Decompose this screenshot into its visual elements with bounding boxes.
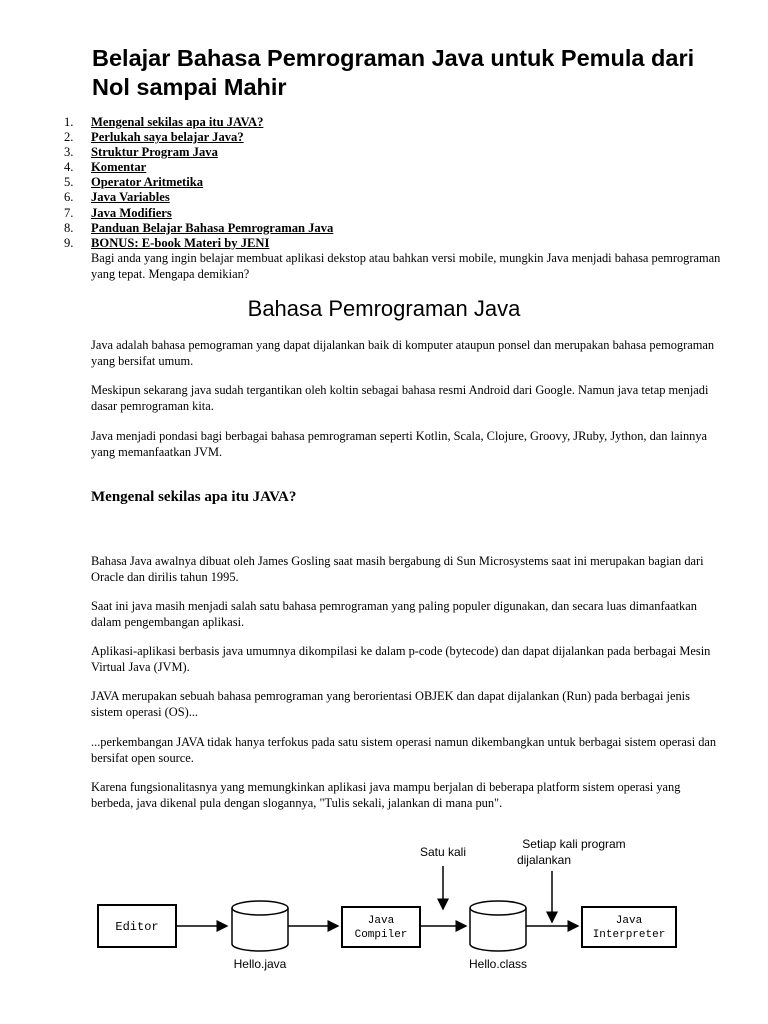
toc-item: 4. Komentar [64,160,147,175]
toc-link-komentar[interactable]: Komentar [91,160,147,175]
file-label-hello-class: Hello.class [468,957,528,971]
toc-link-mengenal-java[interactable]: Mengenal sekilas apa itu JAVA? [91,115,264,129]
toc-item: 9. BONUS: E-book Materi by JENI [64,235,270,250]
compiler-box [342,907,420,947]
editor-label: Editor [115,920,159,934]
paragraph: Java menjadi pondasi bagi berbagai bahasa pemrograman seperti Kotlin, Scala, Clojure, Groovy, JRuby, Jython, dan lainnya yang memanfaatkan JVM. [91,429,708,459]
toc-item: 1. Mengenal sekilas apa itu JAVA? [64,115,264,129]
toc-link-panduan-belajar[interactable]: Panduan Belajar Bahasa Pemrograman Java [91,220,334,235]
toc-link-operator-aritmetika[interactable]: Operator Aritmetika [91,175,204,190]
java-compilation-diagram [92,826,692,981]
toc-item: 8. Panduan Belajar Bahasa Pemrograman Java [64,220,334,235]
section-heading-mengenal-java: Mengenal sekilas apa itu JAVA? [91,489,297,505]
toc-link-perlukah-belajar[interactable]: Perlukah saya belajar Java? [91,130,244,145]
document-title: Belajar Bahasa Pemrograman Java untuk Pemula dari Nol sampai Mahir [92,45,695,100]
paragraph: Karena fungsionalitasnya yang memungkinkan aplikasi java mampu berjalan di beberapa platform sistem operasi yang berbeda, java dikenal pula dengan slogannya, "Tulis sekali, jalankan di mana pun". [91,780,681,810]
toc-link-java-modifiers[interactable]: Java Modifiers [91,205,172,220]
paragraph: Aplikasi-aplikasi berbasis java umumnya dikompilasi ke dalam p-code (bytecode) dan dapat dijalankan pada berbagai Mesin Virtual Java (JVM). [91,644,711,674]
paragraph: Java adalah bahasa pemograman yang dapat dijalankan baik di komputer ataupun ponsel dan merupakan bahasa pemograman yang bersifat umum. [91,338,715,368]
paragraph: Bahasa Java awalnya dibuat oleh James Gosling saat masih bergabung di Sun Microsystems saat ini merupakan bagian dari Oracle dan dirilis tahun 1995. [91,554,704,584]
toc-item: 5. Operator Aritmetika [64,175,204,190]
paragraph: JAVA merupakan sebuah bahasa pemrograman yang berorientasi OBJEK dan dapat dijalankan (Run) pada berbagai jenis sistem operasi (OS)... [91,689,690,719]
section-heading-bahasa-java: Bahasa Pemrograman Java [247,296,521,321]
toc-link-bonus-ebook[interactable]: BONUS: E-book Materi by JENI [91,235,270,250]
table-of-contents [64,115,724,251]
note-setiap-kali-line2: dijalankan [516,853,572,867]
toc-link-struktur-program[interactable]: Struktur Program Java [91,145,218,160]
intro-paragraph: Bagi anda yang ingin belajar membuat aplikasi dekstop atau bahkan versi mobile, mungkin Java menjadi bahasa pemrograman yang tepat. Mengapa demikian? [91,251,721,281]
interpreter-label-line2: Interpreter [592,929,666,941]
hello-java-cylinder [232,901,288,951]
toc-item: 7. Java Modifiers [64,205,172,220]
toc-item: 2. Perlukah saya belajar Java? [64,130,244,145]
compiler-label-line2: Compiler [354,929,408,941]
interpreter-label-line1: Java [615,915,643,927]
hello-class-cylinder [470,901,526,951]
interpreter-box [582,907,676,947]
paragraph: Saat ini java masih menjadi salah satu bahasa pemrograman yang paling populer digunakan, dan secara luas dimanfaatkan dalam pengembangan aplikasi. [91,599,697,629]
toc-item: 3. Struktur Program Java [64,145,218,160]
paragraph: ...perkembangan JAVA tidak hanya terfokus pada satu sistem operasi namun dikembangkan untuk berbagai sistem operasi dan bersifat open source. [91,735,717,765]
note-setiap-kali-line1: Setiap kali program [522,837,626,851]
toc-item: 6. Java Variables [64,190,170,205]
paragraph: Meskipun sekarang java sudah tergantikan oleh koltin sebagai bahasa resmi Android dari Google. Namun java tetap menjadi dasar pemrograman kita. [91,383,709,413]
note-satu-kali: Satu kali [419,845,467,859]
file-label-hello-java: Hello.java [233,957,287,971]
toc-link-java-variables[interactable]: Java Variables [91,190,170,205]
compiler-label-line1: Java [367,915,395,927]
